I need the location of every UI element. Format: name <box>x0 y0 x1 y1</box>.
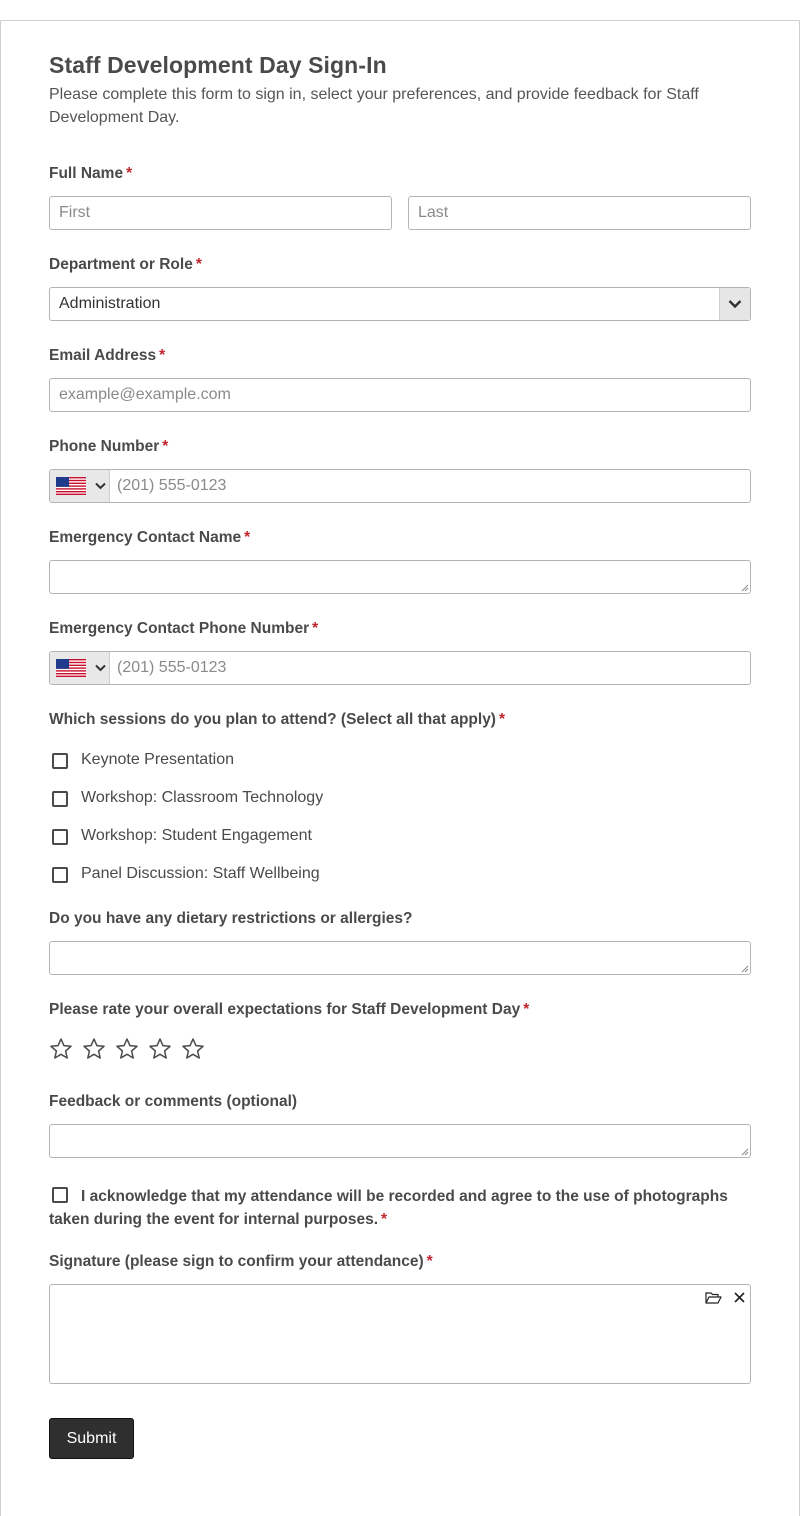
phone-input[interactable] <box>49 469 751 503</box>
rating-label <box>49 1001 529 1019</box>
phone-label <box>49 438 168 456</box>
emergency-phone-label <box>49 620 318 638</box>
emergency-phone-label-text: Emergency Contact Phone Number <box>49 620 310 637</box>
required-marker: * <box>523 1001 530 1018</box>
us-flag-icon <box>56 659 86 677</box>
phone-placeholder: (201) 555-0123 <box>117 477 227 494</box>
dietary-textarea[interactable] <box>49 941 751 975</box>
country-code-select[interactable] <box>50 470 110 502</box>
full-name-label <box>49 165 132 183</box>
first-name-input[interactable] <box>49 196 392 230</box>
department-select[interactable] <box>49 287 751 321</box>
required-marker: * <box>426 1253 433 1270</box>
session-checkbox-staff-wellbeing[interactable] <box>52 867 68 883</box>
signature-label-text: Signature (please sign to confirm your attendance) <box>49 1253 424 1270</box>
resize-handle-icon[interactable] <box>741 584 749 592</box>
department-label <box>49 256 202 274</box>
chevron-down-icon[interactable] <box>719 288 750 320</box>
resize-handle-icon[interactable] <box>741 965 749 973</box>
sessions-label <box>49 711 505 729</box>
session-option-label[interactable]: Workshop: Student Engagement <box>81 827 312 844</box>
emergency-name-label <box>49 529 250 547</box>
email-field[interactable] <box>49 378 751 412</box>
last-name-input[interactable] <box>408 196 751 230</box>
us-flag-icon <box>56 477 86 495</box>
required-marker: * <box>162 438 169 455</box>
star-icon[interactable] <box>115 1037 139 1061</box>
star-rating <box>49 1037 205 1061</box>
emergency-phone-placeholder: (201) 555-0123 <box>117 659 227 676</box>
star-icon[interactable] <box>148 1037 172 1061</box>
chevron-down-icon <box>95 664 106 672</box>
feedback-textarea[interactable] <box>49 1124 751 1158</box>
resize-handle-icon[interactable] <box>741 1148 749 1156</box>
form-description: Please complete this form to sign in, select your preferences, and provide feedback for Staff Development Day. <box>49 86 699 126</box>
page-title: Staff Development Day Sign-In <box>49 52 387 78</box>
session-option-label[interactable]: Workshop: Classroom Technology <box>81 789 324 806</box>
session-option-label[interactable]: Panel Discussion: Staff Wellbeing <box>81 865 320 882</box>
emergency-name-label-text: Emergency Contact Name <box>49 529 242 546</box>
star-icon[interactable] <box>181 1037 205 1061</box>
required-marker: * <box>159 347 166 364</box>
star-icon[interactable] <box>82 1037 106 1061</box>
department-label-text: Department or Role <box>49 256 193 273</box>
required-marker: * <box>381 1211 388 1228</box>
full-name-label-text: Full Name <box>49 165 124 182</box>
emergency-phone-input[interactable] <box>49 651 751 685</box>
submit-button[interactable]: Submit <box>49 1418 134 1459</box>
required-marker: * <box>195 256 202 273</box>
close-icon[interactable] <box>734 1292 745 1303</box>
chevron-down-icon <box>95 482 106 490</box>
required-marker: * <box>312 620 319 637</box>
star-icon[interactable] <box>49 1037 73 1061</box>
session-checkbox-student-engagement[interactable] <box>52 829 68 845</box>
required-marker: * <box>498 711 506 728</box>
phone-label-text: Phone Number <box>49 438 160 455</box>
signature-pad[interactable] <box>49 1284 751 1384</box>
required-marker: * <box>126 165 133 182</box>
email-label <box>49 347 165 365</box>
rating-label-text: Please rate your overall expectations for Staff Development Day <box>49 1001 521 1018</box>
sessions-label-text: Which sessions do you plan to attend? (Select all that apply) <box>49 711 496 728</box>
last-name-placeholder: Last <box>418 204 449 221</box>
emergency-name-textarea[interactable] <box>49 560 751 594</box>
acknowledge-line-2: taken during the event for internal purposes. <box>49 1211 378 1228</box>
session-checkbox-keynote[interactable] <box>52 753 68 769</box>
signature-label <box>49 1253 433 1271</box>
acknowledge-line-1: I acknowledge that my attendance will be recorded and agree to the use of photographs <box>81 1188 728 1205</box>
session-checkbox-classroom-technology[interactable] <box>52 791 68 807</box>
email-placeholder: example@example.com <box>59 386 231 403</box>
feedback-label: Feedback or comments (optional) <box>49 1093 298 1110</box>
acknowledge-label[interactable] <box>49 1185 749 1231</box>
dietary-label: Do you have any dietary restrictions or allergies? <box>49 910 413 927</box>
first-name-placeholder: First <box>59 204 91 221</box>
department-selected-value: Administration <box>59 295 161 312</box>
folder-open-icon[interactable] <box>705 1291 722 1305</box>
required-marker: * <box>244 529 251 546</box>
country-code-select[interactable] <box>50 652 110 684</box>
session-option-label[interactable]: Keynote Presentation <box>81 751 234 768</box>
email-label-text: Email Address <box>49 347 157 364</box>
